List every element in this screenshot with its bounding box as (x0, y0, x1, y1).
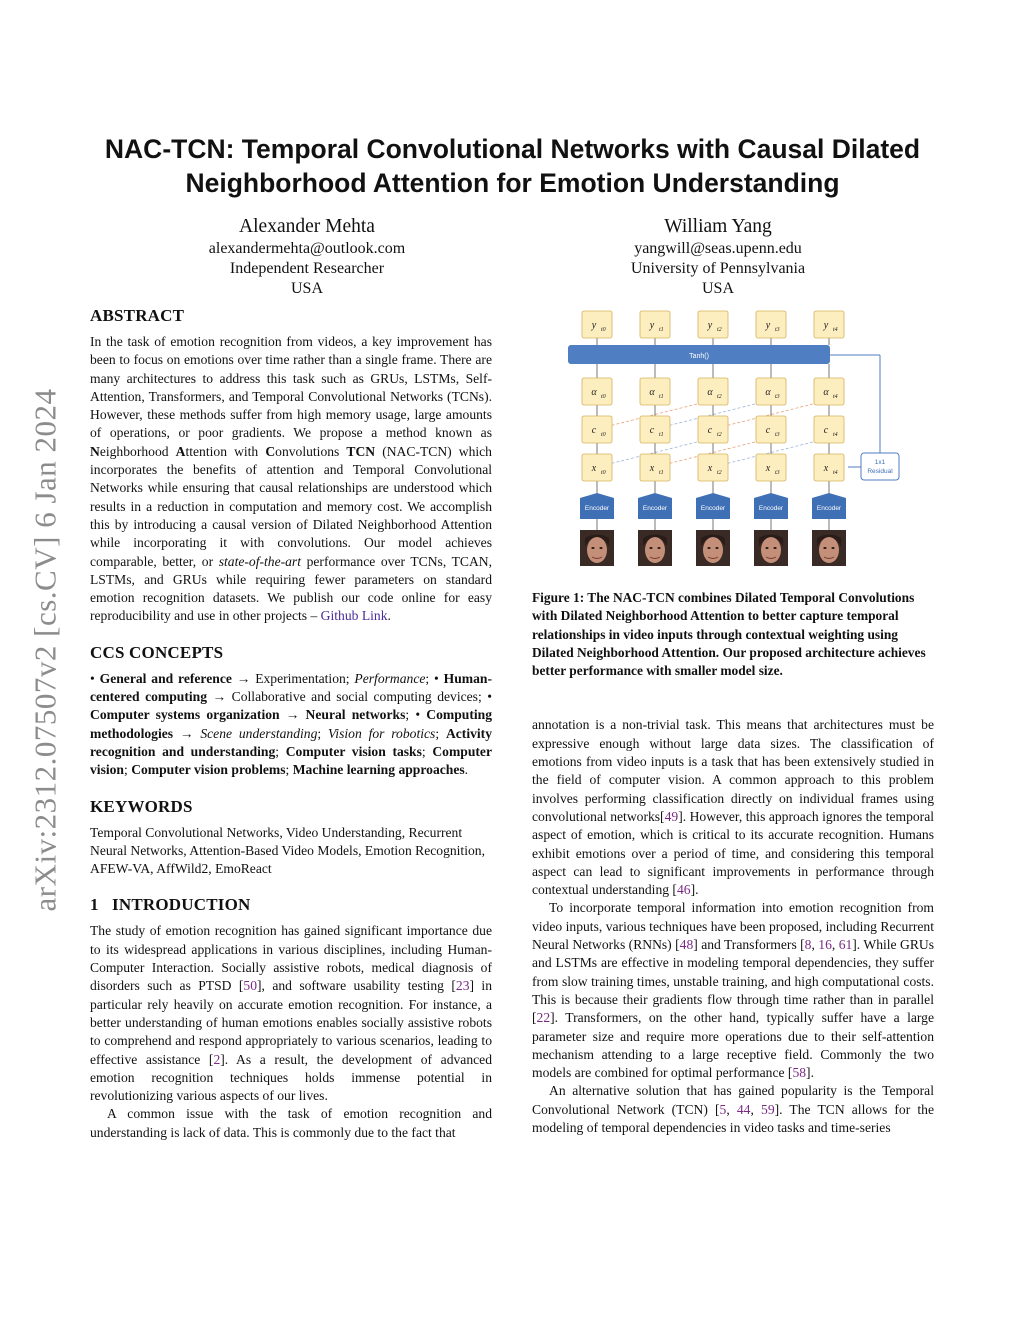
input-node (756, 454, 786, 481)
conv-node-label: c (591, 425, 597, 436)
conv-node (640, 416, 670, 443)
input-node-label: x (823, 463, 829, 474)
input-node (582, 454, 612, 481)
face-eye (773, 547, 776, 549)
attention-node-subscript: t3 (775, 394, 780, 400)
author-block-2 (528, 215, 908, 299)
output-node-label: y (649, 320, 655, 331)
ccs-concepts-text: • General and reference → Experimentation; Performance; • Human-centered computing → Collaborative and social computing devices; • Computer systems organization → Neural networks; • Computing methodologies → Scene understanding; Vision for robotics; Activity recognition and understanding; Computer vision tasks; Computer vision; Computer vision problems; Machine learning approaches. (90, 670, 493, 778)
intro-paragraph-1: The study of emotion recognition has gained significant importance due to its widespread applications in various disciplines, including Human-Computer Interaction. Socially assistive robots, medical diagnosis of disorders such as PTSD [50], and software usability testing [23] in particular rely heavily on accurate emotion recognition. For instance, a better understanding of human emotions enables socially assistive robots to comprehend and respond appropriately to various scenarios, leading to effective assistance [2]. As a result, the development of advanced emotion recognition techniques holds immense potential in revolutionizing various aspects of our lives. (90, 923, 492, 1104)
citation-link[interactable]: 48 (679, 937, 694, 953)
conv-node-subscript: t1 (659, 432, 664, 438)
author-block-1 (117, 215, 497, 299)
face-eye (707, 547, 710, 549)
input-node-label: x (649, 463, 655, 474)
abstract-text: In the task of emotion recognition from videos, a key improvement has been to focus on emotions over time rather than a single frame. There are many architectures to address this task such as GRUs, LSTMs, Self-Attention, Transformers, and Temporal Convolutional Networks (TCNs). However, these methods suffer from high memory usage, large amounts of operations, or poor gradients. We propose a method known as Neighborhood Attention with Convolutions TCN (NAC-TCN) which incorporates the benefits of attention and Temporal Convolutional Networks while ensuring that causal relationships are understood which results in a reduction in computation and memory cost. We accomplish this by introducing a causal version of Dilated Neighborhood Attention while incorporating it with convolutions. Our model achieves comparable, better, or state-of-the-art performance over TCNs, TCAN, LSTMs, and GRUs while requiring fewer parameters on standard emotion recognition datasets. We publish our code online for easy reproducibility and use in other projects – Github Link. (90, 334, 492, 624)
conv-node (756, 416, 786, 443)
face-eye (831, 547, 834, 549)
conv-node-subscript: t4 (833, 432, 838, 438)
figure-1-architecture-diagram (532, 305, 934, 569)
figure-1-caption: Figure 1: The NAC-TCN combines Dilated Temporal Convolutions with Dilated Neighborhood Attention to better capture temporal relationships in video inputs through contextual weighting using Dilated Neighborhood Attention. Our proposed architecture achieves better performance with smaller model size. (532, 590, 926, 679)
output-node-label: y (707, 320, 713, 331)
conv-node-label: c (823, 425, 829, 436)
input-node-label: x (765, 463, 771, 474)
face-skin (645, 537, 665, 563)
citation-link[interactable]: 46 (676, 882, 691, 898)
output-node (582, 311, 612, 338)
citation-link[interactable]: 59 (761, 1101, 775, 1117)
conv-node-label: c (765, 425, 771, 436)
face-skin (761, 537, 781, 563)
citation-link[interactable]: 58 (792, 1065, 807, 1081)
attention-node-label: α (649, 387, 655, 398)
residual-block (861, 453, 899, 480)
tanh-label: Tanh() (689, 353, 709, 360)
keywords-text: Temporal Convolutional Networks, Video Understanding, Recurrent Neural Networks, Attention-Based Video Models, Emotion Recognition, AFEW-VA, AffWild2, EmoReact (90, 824, 485, 877)
attention-node-subscript: t4 (833, 394, 838, 400)
output-node-label: y (823, 320, 829, 331)
attention-node-subscript: t0 (601, 394, 606, 400)
citation-link[interactable]: 16 (818, 937, 832, 953)
conv-node (698, 416, 728, 443)
author-name: William Yang (664, 216, 772, 237)
output-node (756, 311, 786, 338)
output-node-label: y (765, 320, 771, 331)
input-node-subscript: t4 (833, 470, 838, 476)
keywords-heading: KEYWORDS (90, 796, 193, 816)
output-node (698, 311, 728, 338)
citation-link[interactable]: 5 (719, 1101, 727, 1117)
face-eye (823, 547, 826, 549)
conv-node (814, 416, 844, 443)
right-column (532, 305, 934, 1137)
arxiv-identifier (28, 370, 64, 930)
input-node-subscript: t2 (717, 470, 722, 476)
citation-link[interactable]: 49 (664, 808, 679, 824)
output-node-label: y (591, 320, 597, 331)
output-node (640, 311, 670, 338)
citation-link[interactable]: 61 (838, 937, 853, 953)
input-node-subscript: t1 (659, 470, 664, 476)
output-node-subscript: t4 (833, 327, 838, 333)
encoder-label: Encoder (816, 505, 842, 512)
face-eye (657, 547, 660, 549)
encoder-label: Encoder (584, 505, 610, 512)
author-country: USA (701, 280, 734, 297)
conv-node (582, 416, 612, 443)
attention-node (698, 378, 728, 405)
face-eye (715, 547, 718, 549)
input-node (814, 454, 844, 481)
conv-node-subscript: t3 (775, 432, 780, 438)
attention-node-label: α (707, 387, 713, 398)
attention-node (582, 378, 612, 405)
attention-node-label: α (765, 387, 771, 398)
ccs-heading: CCS CONCEPTS (90, 642, 224, 662)
attention-node (756, 378, 786, 405)
attention-node-label: α (591, 387, 597, 398)
author-country: USA (290, 280, 323, 297)
attention-node-subscript: t2 (717, 394, 722, 400)
abstract-heading: ABSTRACT (90, 306, 185, 325)
attention-node (640, 378, 670, 405)
residual-label: Residual (867, 468, 893, 475)
right-paragraph-2: To incorporate temporal information into emotion recognition from video inputs, various techniques have been proposed, including Recurrent Neural Networks (RNNs) [48] and Transformers [8, 16, 61]. While GRUs and LSTMs are effective in modeling temporal dependencies, they suffer from slow training times, unstable training, and high computational costs. This is because their gradients flow through time rather than in parallel [22]. Transformers, on the other hand, typically suffer have a large parameter size and require more operations due to their self-attention mechanism attending to a large receptive field. Commonly the two models are combined for optimal performance [58]. (532, 900, 934, 1081)
face-eye (591, 547, 594, 549)
encoder-label: Encoder (758, 505, 784, 512)
output-node-subscript: t3 (775, 327, 780, 333)
citation-link[interactable]: 22 (536, 1010, 551, 1026)
author-email: yangwill@seas.upenn.edu (634, 240, 802, 257)
introduction-heading: 1 INTRODUCTION (90, 895, 251, 915)
attention-node-label: α (823, 387, 829, 398)
face-skin (587, 537, 607, 563)
attention-node-subscript: t1 (659, 394, 664, 400)
arxiv-identifier-text: arXiv:2312.07507v2 [cs.CV] 6 Jan 2024 (28, 388, 63, 912)
intro-paragraph-2: A common issue with the task of emotion recognition and understanding is lack of data. This is commonly due to the fact that (90, 1106, 492, 1140)
encoder-label: Encoder (700, 505, 726, 512)
author-affiliation: University of Pennsylvania (630, 260, 806, 277)
conv-node-label: c (707, 425, 713, 436)
input-node (698, 454, 728, 481)
face-eye (599, 547, 602, 549)
citation-link[interactable]: 2 (213, 1051, 221, 1067)
residual-label: 1x1 (874, 459, 886, 466)
left-column (90, 305, 492, 1142)
author-name: Alexander Mehta (239, 216, 375, 237)
face-eye (649, 547, 652, 549)
input-node-label: x (591, 463, 597, 474)
output-node-subscript: t0 (601, 327, 606, 333)
conv-node-subscript: t0 (601, 432, 606, 438)
output-node-subscript: t1 (659, 327, 664, 333)
citation-link[interactable]: 23 (455, 978, 470, 994)
author-email: alexandermehta@outlook.com (208, 240, 406, 257)
citation-link[interactable]: 50 (243, 978, 257, 994)
conv-node-label: c (649, 425, 655, 436)
citation-link[interactable]: 44 (736, 1101, 751, 1117)
face-skin (703, 537, 723, 563)
input-node-subscript: t3 (775, 470, 780, 476)
output-node-subscript: t2 (717, 327, 722, 333)
output-node (814, 311, 844, 338)
author-affiliation: Independent Researcher (229, 260, 385, 277)
input-node-subscript: t0 (601, 470, 606, 476)
github-link[interactable]: Github Link (320, 608, 388, 624)
paper-title: NAC-TCN: Temporal Convolutional Networks with Causal Dilated Neighborhood Attention for Emotion Understanding (104, 134, 921, 198)
input-node-label: x (707, 463, 713, 474)
citation-link[interactable]: 8 (804, 937, 812, 953)
right-paragraph-1: annotation is a non-trivial task. This means that architectures must be expressive enough without large data sizes. The classification of emotions from video inputs is a task that has been extensively studied in the field of computer vision. A common approach to this problem involves performing classification directly on individual frames using convolutional networks[49]. However, this approach ignores the temporal aspect of emotion, which is critical to its accurate recognition. Humans exhibit emotions over a period of time, and considering this temporal aspect can lead to significant improvements in performance through contextual understanding [46]. (532, 717, 935, 898)
attention-node (814, 378, 844, 405)
input-node (640, 454, 670, 481)
conv-node-subscript: t2 (717, 432, 722, 438)
face-skin (819, 537, 839, 563)
right-paragraph-3: An alternative solution that has gained popularity is the Temporal Convolutional Network (TCN) [5, 44, 59]. The TCN allows for the modeling of temporal dependencies in video tasks and time-series (532, 1083, 935, 1136)
face-eye (765, 547, 768, 549)
encoder-label: Encoder (642, 505, 668, 512)
architecture-diagram-svg (532, 305, 934, 569)
